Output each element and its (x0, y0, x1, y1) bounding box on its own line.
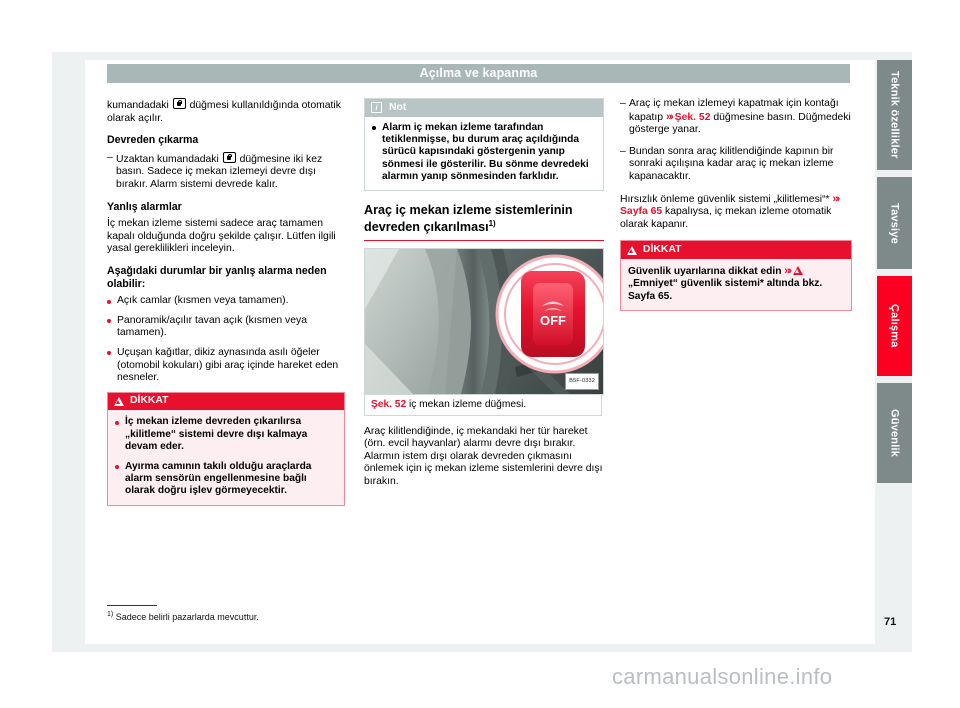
column-left (107, 98, 345, 506)
figure-caption-ref: Şek. 52 (371, 398, 407, 410)
warning-box-body (108, 410, 344, 504)
intro-text-start: kumandadaki (107, 100, 172, 111)
chevron-right-icon: »› (665, 110, 672, 123)
tab-calisma[interactable] (877, 276, 912, 376)
tab-label: Çalışma (888, 304, 901, 348)
page-number: 71 (884, 616, 897, 628)
list-item-body: Bundan sonra araç kilitlendiğinde kapının bir sonraki açılışına kadar araç iç mekan izleme kapanacaktır. (629, 145, 834, 182)
bullet-text: Panoramik/açılır tavan açık (kısmen veya tamamen). (117, 314, 307, 339)
heading-yanlis-alarmlar: Yanlış alarmlar (107, 200, 182, 213)
warning-bullet-text: İç mekan izleme devreden çıkarılırsa „kilitleme“ sistemi devre dışı kalmaya devam eder. (125, 416, 308, 453)
info-icon: i (371, 102, 382, 113)
page-header-title: Açılma ve kapanma (107, 64, 850, 83)
dash-text-end: düğmesine basın. Düğmedeki gösterge yanar. (629, 111, 851, 136)
warning-box-header (108, 393, 344, 411)
bullet-dot-icon (372, 126, 376, 130)
paragraph-middle-body: Araç kilitlendiğinde, iç mekandaki her tür hareket (örn. evcil hayvanlar) alarmı devre dışı bırakır. Alarmın istem dışı olarak devreden çıkmasını önlemek için iç mekan izleme sistemlerini devre dışı bırakın. (364, 425, 603, 487)
paragraph-antitheft (620, 193, 852, 232)
note-box-body (365, 117, 603, 190)
dash-text-start: Araç iç mekan izlemeyi kapatmak için kontağı kapatıp (629, 98, 839, 123)
warning-box-header (621, 241, 851, 259)
tab-teknik-ozellikler[interactable] (877, 60, 912, 170)
dash-marker: – (107, 151, 113, 163)
paragraph-yanlis-alarmlar: İç mekan izleme sistemi sadece araç tamamen kapalı olduğunda doğru şekilde çalışır. Lütfen ilgili yasal gereklilikleri inceleyin. (107, 218, 336, 255)
note-title: Not (389, 101, 407, 113)
list-item-bullet (107, 295, 345, 308)
page-cross-reference[interactable]: Sayfa 65 (620, 206, 663, 218)
paragraph-text-end: kapalıysa, iç mekan izleme otomatik olarak kapanır. (620, 206, 832, 230)
list-item-after-lock (620, 146, 852, 184)
figure-cross-reference[interactable]: Şek. 52 (674, 111, 711, 123)
warning-box-right (620, 240, 852, 311)
warning-text-end: „Emniyet“ güvenlik sistemi* altında bkz. Sayfa 65. (628, 278, 823, 302)
note-bullet-text: Alarm iç mekan izleme tarafından tetiklenmişse, bu durum araç açıldığında sürücü kapısındaki göstergenin yanıp sönmesi ile gösterilir. Bu sönme devredeki alarmın yanıp sönmesinden farklıdır. (382, 121, 589, 183)
dash-text-start: Uzaktan kumandadaki (116, 153, 222, 165)
warning-bullet (115, 416, 337, 453)
tab-label: Tavsiye (888, 202, 901, 244)
paragraph-text-start: Hırsızlık önleme güvenlik sistemi „kilitlemesi“* (620, 193, 833, 205)
chevron-right-icon: »› (784, 264, 791, 277)
chapter-tabs (877, 60, 912, 490)
column-middle (364, 98, 604, 498)
remote-lock-icon (223, 152, 236, 163)
heading-devreden-cikarma: Devreden çıkarma (107, 134, 199, 147)
dash-text-end: düğmesine iki kez basın. Sadece iç mekan izlemeyi devre dışı bırakır. Alarm sistemi devrede kalır. (116, 153, 323, 190)
bullet-dot-icon (115, 421, 119, 425)
section-title-interior-monitoring (364, 203, 604, 241)
bullet-dot-icon (107, 300, 111, 304)
dash-marker: – (620, 98, 626, 109)
tab-tavsiye[interactable] (877, 177, 912, 269)
list-item-body (629, 98, 852, 137)
site-watermark: carmanualsonline.info (612, 664, 833, 689)
warning-triangle-icon (793, 266, 803, 275)
warning-triangle-icon (114, 397, 124, 406)
footnote-divider (107, 605, 157, 606)
footnote-marker: 1) (107, 611, 114, 618)
footnote-text: Sadece belirli pazarlarda mevcuttur. (115, 612, 259, 622)
bullet-dot-icon (107, 351, 111, 355)
note-box (364, 98, 604, 191)
warning-bullet (115, 461, 337, 498)
bullet-dot-icon (107, 319, 111, 323)
note-bullet (372, 122, 596, 184)
list-item-body (116, 152, 345, 192)
footnote (107, 611, 437, 622)
chevron-right-icon: »› (832, 192, 839, 205)
tab-guvenlik[interactable] (877, 383, 912, 483)
warning-triangle-icon (627, 246, 637, 255)
tab-label: Teknik özellikler (888, 71, 901, 159)
intro-text-end: düğmesi kullanıldığında otomatik olarak açılır. (107, 100, 341, 124)
warning-bullet-text: Ayırma camının takılı olduğu araçlarda alarm sensörün engellenmesine bağlı olarak doğru işlev görmeyecektir. (125, 460, 312, 497)
svg-text:OFF: OFF (540, 313, 566, 328)
bullet-text: Açık camlar (kısmen veya tamamen). (117, 295, 289, 307)
tab-label: Güvenlik (888, 408, 901, 458)
heading-durumlar: Aşağıdaki durumlar bir yanlış alarma neden olabilir: (107, 264, 327, 290)
figure-caption (364, 395, 602, 416)
bullet-text: Uçuşan kağıtlar, dikiz aynasında asılı öğeler (otomobil kokuları) gibi araç içinde hareket eden nesneler. (117, 346, 339, 384)
figure-illustration (365, 249, 603, 394)
list-item-devreden (107, 152, 345, 192)
figure-code-label: B5F-0332 (565, 373, 599, 390)
warning-title: DİKKAT (643, 243, 682, 255)
warning-title: DİKKAT (130, 395, 169, 407)
dash-marker: – (620, 145, 626, 157)
section-title-text: Araç iç mekan izleme sistemlerinin devreden çıkarılması (364, 202, 573, 235)
intro-paragraph (107, 98, 345, 125)
list-item-bullet (107, 315, 345, 340)
warning-box-body (621, 259, 851, 310)
figure-interior-monitoring-button (364, 248, 604, 395)
note-box-header (365, 99, 603, 117)
figure-caption-text: iç mekan izleme düğmesi. (408, 398, 527, 410)
bullet-dot-icon (115, 465, 119, 469)
list-item-deactivate (620, 98, 852, 137)
remote-lock-icon (173, 98, 186, 109)
warning-box-left (107, 392, 345, 506)
list-item-bullet (107, 347, 345, 385)
warning-text-start: Güvenlik uyarılarına dikkat edin (628, 265, 785, 277)
section-title-footnote-marker: 1) (488, 219, 496, 229)
column-right (620, 98, 852, 311)
